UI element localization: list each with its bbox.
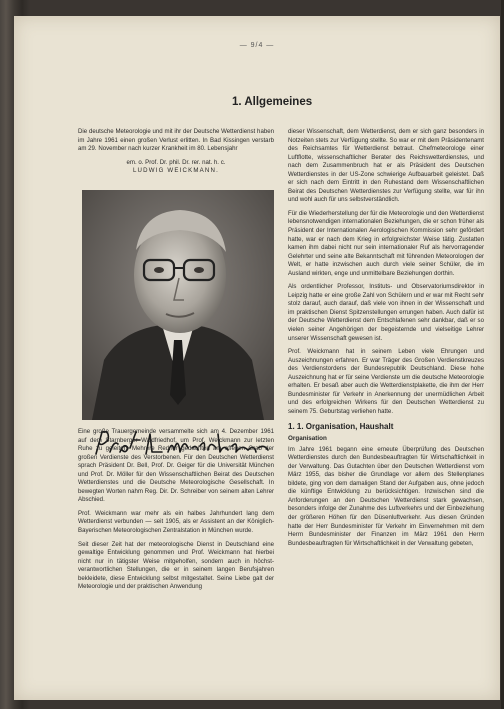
organisation-paragraph: Im Jahre 1961 begann eine erneute Überprüfung des Deutschen Wetterdienstes durch den Bundesbeauftragten für Wirtschaftlichkeit in der Verwaltung. Das Gutachten über den Deutschen Wetterdienst vom März 1955, das bisher die Grundlage vor allem des Stellenplanes bildete, ging von dem damaligen Stand der Aufgaben aus, ohne jedoch die künftige Entwicklung zu berücksichtigen. Inzwischen sind die Anforderungen an den Deutschen Wetterdienst stark gewachsen, besonders infolge der Zunahme des Luftverkehrs und der Einbeziehung der größeren Höhen für den Düsenluftverkehr. Aus diesen Gründen hatte der Herr Bundesminister für Verkehr im Einvernehmen mit dem Herrn Bundesminister der Finanzen im März 1961 den Herrn Bundesbeauftragten für Wirtschaftlichkeit in der Verwaltung gebeten, bbox=[288, 445, 484, 547]
international-paragraph: Für die Wiederherstellung der für die Meteorologie und den Wetterdienst lebensnotwendigen internationalen Beziehungen, die er schon früher als Präsident der Internationalen Aerologischen Kommission sehr gefördert hatte, war er nach dem Krieg in erfolgreichster Weise tätig. Zustatten kamen ihm dabei nicht nur sein internationaler Ruf als hervorragender Gelehrter und seine alte Bekanntschaft mit führenden Meteorologen der Welt, er hatte inzwischen auch durch viele seiner Schüler, die im Ausland wirkten, enge und unmittelbare Beziehungen dorthin. bbox=[288, 209, 484, 277]
development-paragraph: Seit dieser Zeit hat der meteorologische Dienst in Deutschland eine gewaltige Entwicklung genommen und Prof. Weickmann hat hierbei nicht nur in tätigster Weise mitgeholfen, sondern auch in höchst-verantwortlichen Stellungen, die er in seinem langen Berufsjahren bekleidete, diese Entwicklung selbst mitgestaltet. Seine Liebe galt der Meteorologie und der praktischen Anwendung bbox=[78, 540, 274, 591]
honorific-line: em. o. Prof. Dr. phil. Dr. rer. nat. h. c. bbox=[126, 158, 226, 166]
organisation-heading: Organisation bbox=[288, 435, 327, 443]
left-column-bottom bbox=[78, 428, 274, 597]
portrait-image bbox=[82, 190, 274, 420]
honors-paragraph: Prof. Weickmann hat in seinem Leben viele Ehrungen und Auszeichnungen erfahren. Er war Träger des Großen Verdienstkreuzes des Verdienstordens der Bundesrepublik Deutschland. Diese hohe Auszeichnung hat er für seine Verdienste um die deutsche Meteorologie erhalten. Er besaß aber auch die Wetterdienstplakette, die ihm der Herr Bundesminister für Verkehr in Anerkennung der unermüdlichen Arbeit und des erfolgreichen Wirkens für den Deutschen Wetterdienst zu seinem 75. Geburtstag verliehen hatte. bbox=[288, 348, 484, 415]
funeral-paragraph: Eine große Trauergemeinde versammelte sich am 4. Dezember 1961 auf dem Starnberger Waldfriedhof, um Prof. Weickmann zur letzten Ruhe zu geleiten. Mehrere Redner gedachten am offenen Grab der großen Verdienste des Verstorbenen. Für den Deutschen Wetterdienst sprach Präsident Dr. Bell, Prof. Dr. Geiger für die Universität München und Prof. Dr. Möller für den Wissenschaftlichen Beirat des Deutschen Wetterdienstes und die Deutsche Meteorologische Gesellschaft. In bewegten Worten nahm Reg. Dir. Dr. Schreiber von seinem alten Lehrer Abschied. bbox=[78, 428, 274, 504]
career-paragraph: dieser Wissenschaft, dem Wetterdienst, dem er sich ganz besonders in Notzeiten stets zur Verfügung stellte. So war er mit dem Präsidentenamt des Reichsamtes für Wetterdienst betraut. Chefmeteorologe einer Luftflotte, wissenschaftlicher Berater des Reichswetterdienstes, und nach dem Zusammenbruch hat er als Präsident des Deutschen Wetterdienstes in der US-Zone schwierige Aufbauarbeit geleistet. Daß er sich nach dem Eintritt in den Ruhestand dem Wissenschaftlichen Beirat des Deutschen Wetterdienstes zur Verfügung stellte, war für ihn und wohl auch für uns selbstverständlich. bbox=[288, 128, 484, 204]
portrait-photo bbox=[82, 190, 274, 420]
right-column bbox=[288, 128, 484, 553]
teaching-paragraph: Als ordentlicher Professor, Instituts- und Observatoriumsdirektor in Leipzig hatte er eine große Zahl von Schülern und er war mit Recht sehr stolz darauf, auch darauf, daß viele von ihnen in der Wissenschaft und im praktischen Dienst Spitzenstellungen errungen haben. Auch dafür ist der Deutsche Wetterdienst dem Entschlafenen sehr dankbar, daß er so vielen seiner Angehörigen der begeisternde und vielseitige Lehrer unserer Wissenschaft gewesen ist. bbox=[288, 283, 484, 342]
subsection-heading: 1. 1. Organisation, Haushalt bbox=[288, 421, 394, 431]
section-title: 1. Allgemeines bbox=[232, 96, 313, 108]
document-page bbox=[14, 16, 500, 700]
left-column-top bbox=[78, 128, 274, 181]
page-number: — 9/4 — bbox=[239, 42, 275, 49]
person-name: LUDWIG WEICKMANN. bbox=[132, 167, 220, 175]
service-paragraph: Prof. Weickmann war mehr als ein halbes Jahrhundert lang dem Wetterdienst verbunden — seit 1905, als er Assistent an der Königlich-Bayerischen Meteorologischen Zentralstation in München wurde. bbox=[78, 509, 274, 535]
intro-paragraph: Die deutsche Meteorologie und mit ihr der Deutsche Wetterdienst haben im Jahre 1961 einen großen Verlust erlitten. In Bad Kissingen verstarb am 29. November nach kurzer Krankheit im 80. Lebensjahr bbox=[78, 128, 274, 153]
